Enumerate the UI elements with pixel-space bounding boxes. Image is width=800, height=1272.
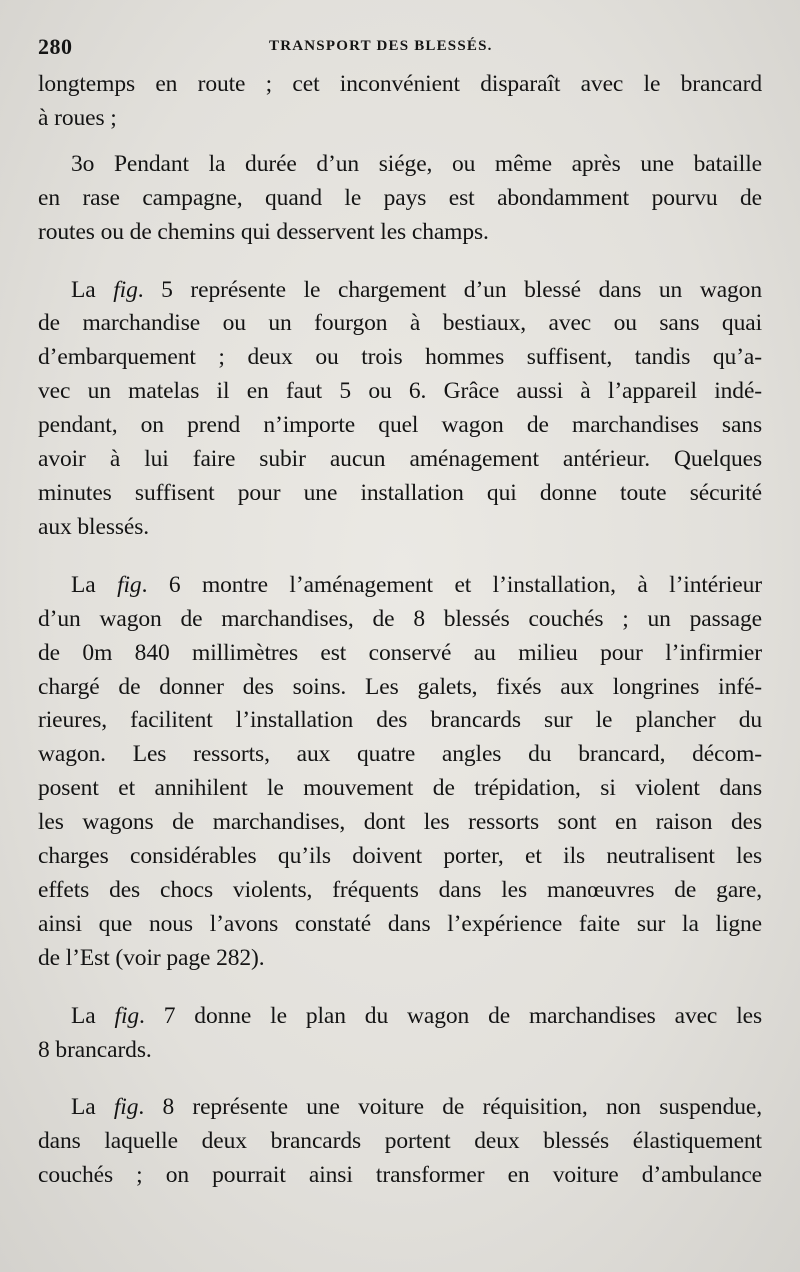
line-rest: . 5 représente le chargement d’un blessé dans un wagon bbox=[137, 276, 762, 303]
text-line: chargé de donner des soins. Les galets, fixés aux longrines infé- bbox=[38, 673, 762, 700]
line-rest: . 8 représente une voiture de réquisition, non suspendue, bbox=[138, 1094, 762, 1121]
text-line: minutes suffisent pour une installation qui donne toute sécurité bbox=[38, 479, 762, 506]
text-line: wagon. Les ressorts, aux quatre angles du brancard, décom- bbox=[38, 741, 762, 768]
text-line: de marchandise ou un fourgon à bestiaux, avec ou sans quai bbox=[38, 310, 762, 337]
text-line: effets des chocs violents, fréquents dans les manœuvres de gare, bbox=[38, 876, 762, 903]
text-line: de l’Est (voir page 282). bbox=[38, 944, 265, 971]
line-rest: . 7 donne le plan du wagon de marchandises avec les bbox=[139, 1002, 762, 1029]
line-rest: . 6 montre l’aménagement et l’installation, à l’intérieur bbox=[141, 571, 762, 598]
lead-word: La bbox=[71, 1002, 115, 1029]
text-line: d’embarquement ; deux ou trois hommes suffisent, tandis qu’a- bbox=[38, 344, 762, 371]
fig-word: fig bbox=[113, 276, 138, 303]
text-line: d’un wagon de marchandises, de 8 blessés couchés ; un passage bbox=[38, 605, 762, 632]
paragraph-fig-7 bbox=[38, 1000, 762, 1068]
text-line: en rase campagne, quand le pays est abondamment pourvu de bbox=[38, 184, 762, 211]
text-line: de 0m 840 millimètres est conservé au milieu pour l’infirmier bbox=[38, 639, 762, 666]
text-line: charges considérables qu’ils doivent porter, et ils neutralisent les bbox=[38, 843, 762, 870]
paragraph-continuation bbox=[38, 68, 762, 136]
text-line: longtemps en route ; cet inconvénient disparaît avec le brancard bbox=[38, 71, 762, 97]
text-line: à roues ; bbox=[38, 104, 117, 131]
text-line: 3o Pendant la durée d’un siége, ou même après une bataille bbox=[71, 150, 762, 177]
text-line bbox=[38, 274, 762, 308]
lead-word: La bbox=[71, 276, 114, 303]
page-number: 280 bbox=[38, 34, 73, 59]
fig-word: fig bbox=[117, 571, 142, 598]
text-line: vec un matelas il en faut 5 ou 6. Grâce aussi à l’appareil indé- bbox=[38, 378, 762, 405]
running-title: TRANSPORT DES BLESSÉS. bbox=[269, 38, 493, 54]
text-line bbox=[38, 1000, 762, 1034]
page-body bbox=[38, 68, 762, 1193]
lead-word: La bbox=[71, 1094, 114, 1121]
text-line: rieures, facilitent l’installation des brancards sur le plancher du bbox=[38, 707, 762, 734]
paragraph-fig-6 bbox=[38, 569, 762, 976]
text-line: aux blessés. bbox=[38, 513, 150, 540]
text-line: 8 brancards. bbox=[38, 1036, 152, 1063]
text-line bbox=[38, 569, 762, 603]
fig-word: fig bbox=[114, 1002, 140, 1029]
text-line: avoir à lui faire subir aucun aménagement antérieur. Quelques bbox=[38, 446, 762, 473]
text-line bbox=[38, 1091, 762, 1125]
text-line: couchés ; on pourrait ainsi transformer en voiture d’ambulance bbox=[38, 1162, 762, 1189]
text-line: dans laquelle deux brancards portent deux blessés élastiquement bbox=[38, 1128, 762, 1155]
text-line: ainsi que nous l’avons constaté dans l’expérience faite sur la ligne bbox=[38, 910, 762, 937]
text-line: les wagons de marchandises, dont les ressorts sont en raison des bbox=[38, 809, 762, 836]
text-line: routes ou de chemins qui desservent les champs. bbox=[38, 218, 489, 245]
paragraph-fig-8 bbox=[38, 1091, 762, 1193]
fig-word: fig bbox=[113, 1094, 139, 1121]
text-line: pendant, on prend n’importe quel wagon de marchandises sans bbox=[38, 412, 762, 439]
page-header bbox=[38, 34, 762, 59]
paragraph-fig-5 bbox=[38, 274, 762, 545]
paragraph-siege bbox=[38, 148, 762, 250]
lead-word: La bbox=[71, 571, 118, 598]
text-line: posent et annihilent le mouvement de trépidation, si violent dans bbox=[38, 775, 762, 802]
